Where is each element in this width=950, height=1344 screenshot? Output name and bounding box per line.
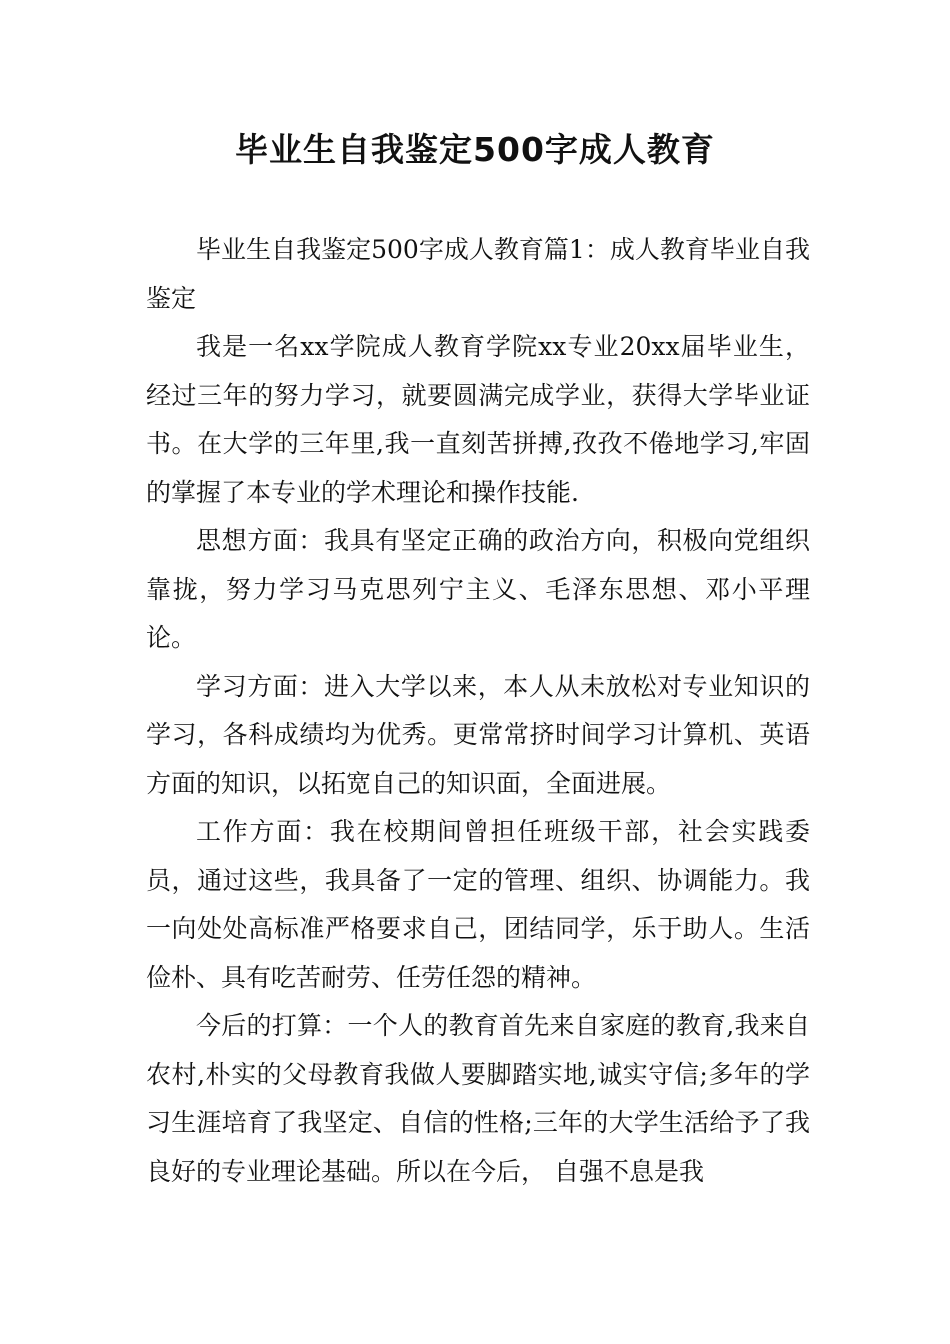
paragraph-study: 学习方面：进入大学以来，本人从未放松对专业知识的学习，各科成绩均为优秀。更常常挤时间学习计算机、英语方面的知识，以拓宽自己的知识面，全面进展。 bbox=[146, 671, 810, 798]
paragraph-heading: 毕业生自我鉴定500字成人教育篇1：成人教育毕业自我鉴定 bbox=[146, 235, 810, 313]
paragraph-thought: 思想方面：我具有坚定正确的政治方向，积极向党组织靠拢，努力学习马克思列宁主义、毛泽东思想、邓小平理论。 bbox=[146, 526, 810, 652]
document-body bbox=[146, 226, 810, 1196]
paragraph-plans: 今后的打算：一个人的教育首先来自家庭的教育,我来自农村,朴实的父母教育我做人要脚踏实地,诚实守信;多年的学习生涯培育了我坚定、自信的性格;三年的大学生活给予了我良好的专业理论基础。所以在今后， 自强不息是我 bbox=[146, 1011, 810, 1186]
document-title: 毕业生自我鉴定500字成人教育 bbox=[235, 130, 715, 169]
paragraph-work: 工作方面：我在校期间曾担任班级干部，社会实践委员，通过这些，我具备了一定的管理、组织、协调能力。我一向处处高标准严格要求自己，团结同学，乐于助人。生活俭朴、具有吃苦耐劳、任劳任怨的精神。 bbox=[146, 817, 810, 992]
paragraph-intro: 我是一名xx学院成人教育学院xx专业20xx届毕业生，经过三年的努力学习，就要圆满完成学业，获得大学毕业证书。在大学的三年里,我一直刻苦拼搏,孜孜不倦地学习,牢固的掌握了本专业的学术理论和操作技能. bbox=[146, 332, 810, 507]
